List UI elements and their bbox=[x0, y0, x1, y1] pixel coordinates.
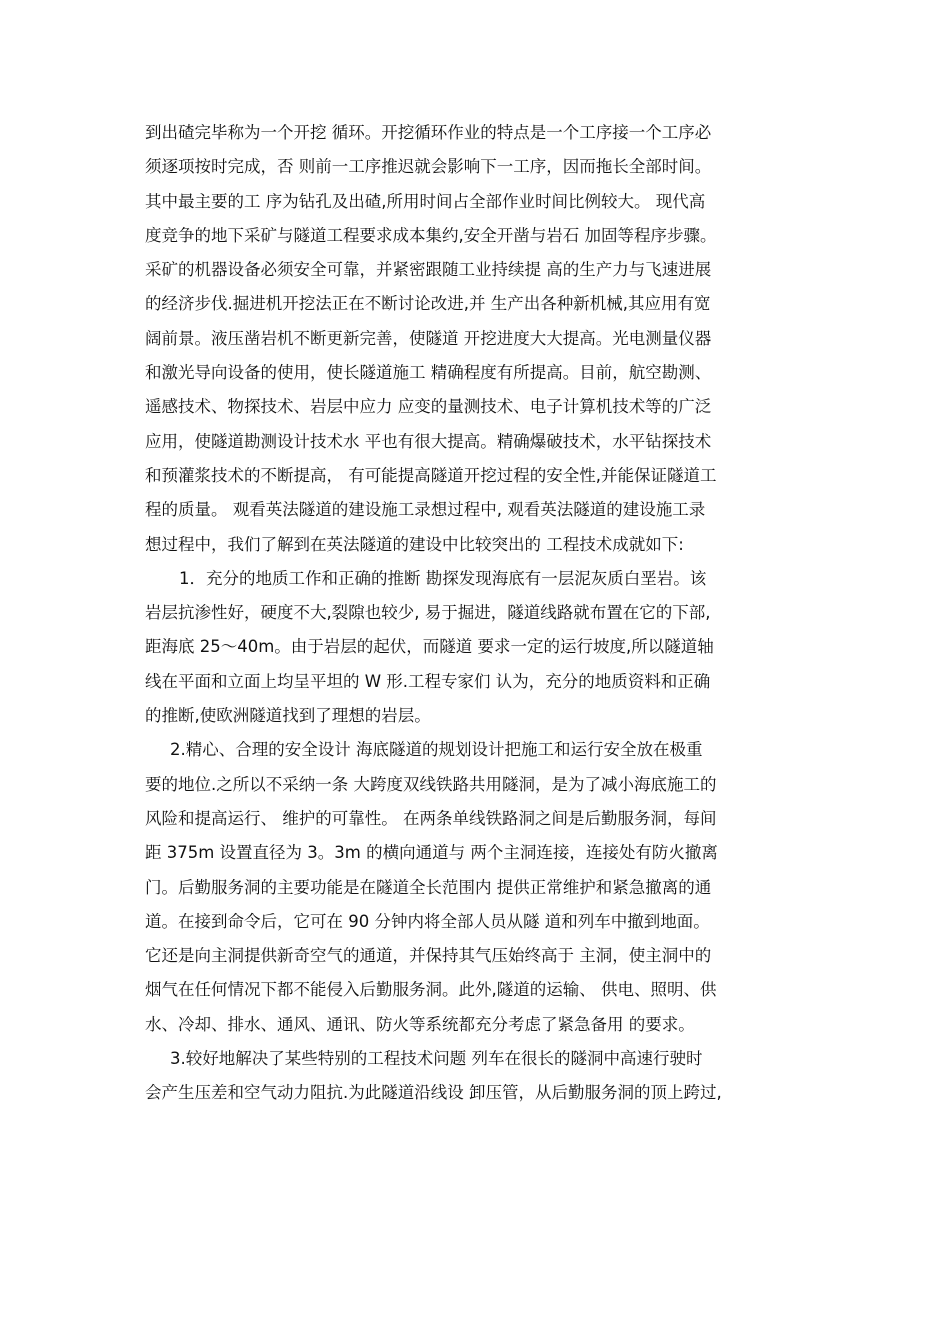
paragraph-first-line: 2.精心、合理的安全设计 海底隧道的规划设计把施工和运行安全放在极重 bbox=[170, 740, 703, 760]
paragraph-line: 门。后勤服务洞的主要功能是在隧道全长范围内 提供正常维护和紧急撤离的通 bbox=[145, 877, 712, 897]
paragraph-line: 采矿的机器设备必须安全可靠，并紧密跟随工业持续提 高的生产力与飞速进展 bbox=[145, 260, 712, 280]
paragraph-line: 距 375m 设置直径为 3。3m 的横向通道与 两个主洞连接，连接处有防火撤离 bbox=[145, 843, 718, 863]
paragraph-line: 度竞争的地下采矿与隧道工程要求成本集约,安全开凿与岩石 加固等程序步骤。 bbox=[145, 225, 717, 245]
body-text bbox=[145, 116, 817, 1111]
paragraph-line: 到出碴完毕称为一个开挖 循环。开挖循环作业的特点是一个工序接一个工序必 bbox=[145, 123, 712, 142]
paragraph-first-line: 3.较好地解决了某些特别的工程技术问题 列车在很长的隧洞中高速行驶时 bbox=[170, 1049, 703, 1069]
paragraph-line: 线在平面和立面上均呈平坦的 W 形.工程专家们 认为，充分的地质资料和正确 bbox=[145, 671, 711, 691]
paragraph-line: 和激光导向设备的使用，使长隧道施工 精确程度有所提高。目前，航空勘测、 bbox=[145, 363, 712, 383]
paragraph-line: 的经济步伐.掘进机开挖法正在不断讨论改进,并 生产出各种新机械,其应用有宽 bbox=[145, 294, 711, 314]
paragraph-line: 程的质量。 观看英法隧道的建设施工录想过程中, 观看英法隧道的建设施工录 bbox=[145, 500, 706, 520]
paragraph-line: 水、冷却、排水、通风、通讯、防火等系统都充分考虑了紧急备用 的要求。 bbox=[145, 1014, 695, 1034]
paragraph-line: 应用，使隧道勘测设计技术水 平也有很大提高。精确爆破技术，水平钻探技术 bbox=[145, 431, 712, 451]
paragraph-first-line: 1．充分的地质工作和正确的推断 勘探发现海底有一层泥灰质白垩岩。该 bbox=[179, 568, 707, 588]
paragraph-line: 要的地位.之所以不采纳一条 大跨度双线铁路共用隧洞，是为了减小海底施工的 bbox=[145, 774, 717, 794]
paragraph-line: 它还是向主洞提供新奇空气的通道，并保持其气压始终高于 主洞，使主洞中的 bbox=[145, 946, 712, 966]
paragraph-line: 岩层抗渗性好，硬度不大,裂隙也较少, 易于掘进，隧道线路就布置在它的下部, bbox=[145, 603, 711, 623]
paragraph-line: 阔前景。液压凿岩机不断更新完善，使隧道 开挖进度大大提高。光电测量仪器 bbox=[145, 328, 712, 348]
paragraph-line: 道。在接到命令后，它可在 90 分钟内将全部人员从隧 道和列车中撤到地面。 bbox=[145, 911, 710, 931]
paragraph-line: 和预灌浆技术的不断提高， 有可能提高隧道开挖过程的安全性,并能保证隧道工 bbox=[145, 465, 717, 485]
paragraph-line: 距海底 25～40m。由于岩层的起伏，而隧道 要求一定的运行坡度,所以隧道轴 bbox=[145, 637, 714, 657]
paragraph-line: 其中最主要的工 序为钻孔及出碴,所用时间占全部作业时间比例较大。 现代高 bbox=[145, 191, 706, 211]
paragraph-line: 烟气在任何情况下都不能侵入后勤服务洞。此外,隧道的运输、 供电、照明、供 bbox=[145, 980, 717, 1000]
paragraph-line: 会产生压差和空气动力阻抗.为此隧道沿线设 卸压管，从后勤服务洞的顶上跨过, bbox=[145, 1083, 722, 1103]
paragraph-line: 的推断,使欧洲隧道找到了理想的岩层。 bbox=[145, 706, 431, 726]
paragraph-line: 遥感技术、物探技术、岩层中应力 应变的量测技术、电子计算机技术等的广泛 bbox=[145, 397, 712, 417]
paragraph-line: 须逐项按时完成，否 则前一工序推迟就会影响下一工序，因而拖长全部时间。 bbox=[145, 157, 712, 177]
paragraph-line: 想过程中，我们了解到在英法隧道的建设中比较突出的 工程技术成就如下: bbox=[145, 534, 684, 554]
paragraph-line: 风险和提高运行、 维护的可靠性。 在两条单线铁路洞之间是后勤服务洞，每间 bbox=[145, 808, 717, 828]
